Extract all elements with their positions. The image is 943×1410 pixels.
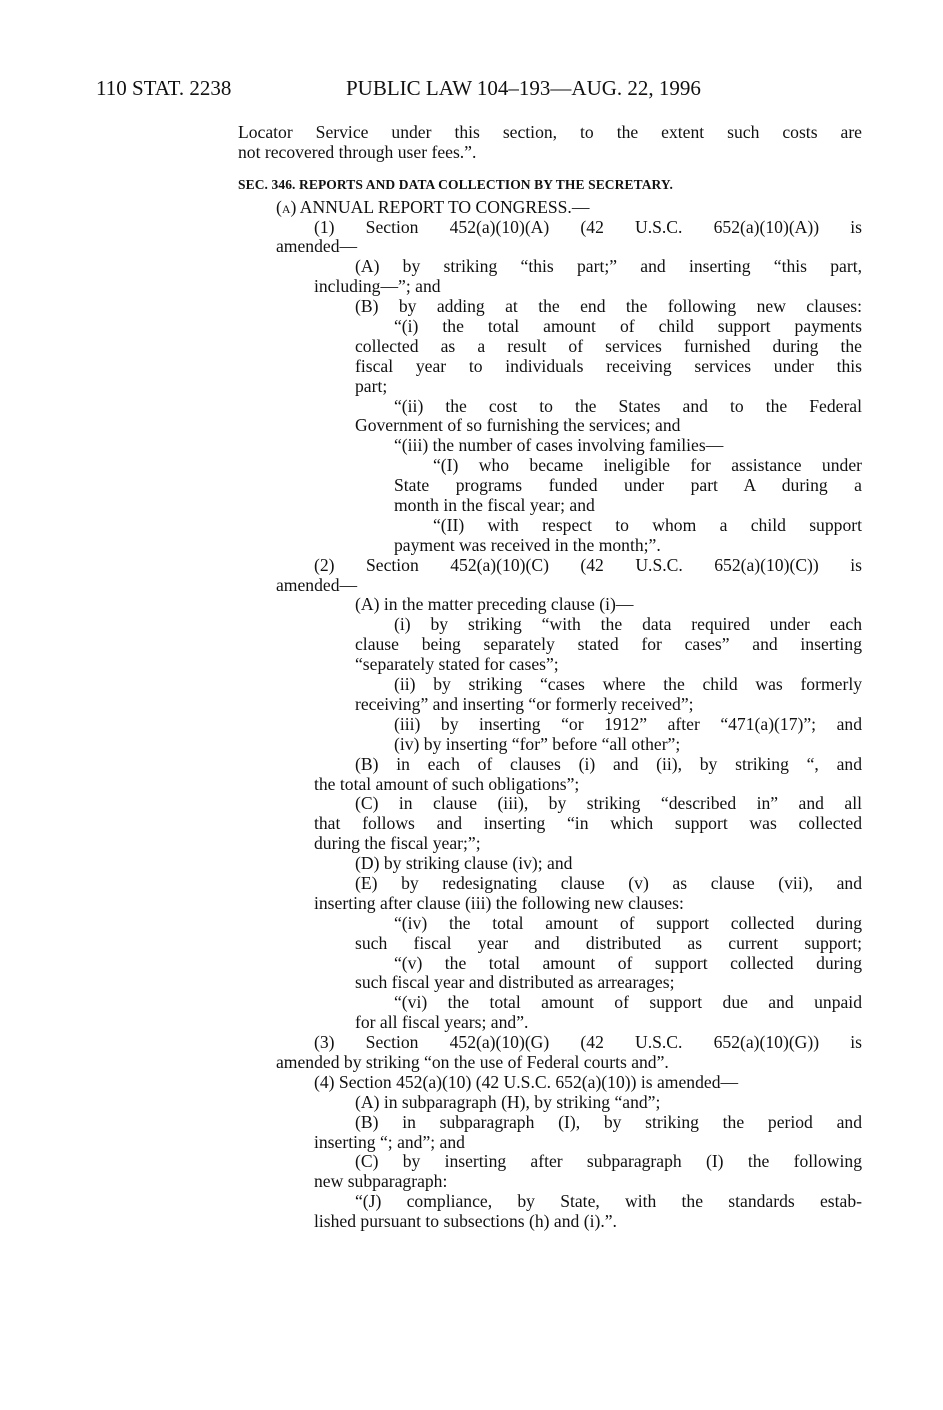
text-line: that follows and inserting “in which support was collected bbox=[314, 813, 862, 834]
text-line: (B) in each of clauses (i) and (ii), by striking “, and bbox=[355, 753, 862, 774]
text-line: month in the fiscal year; and bbox=[394, 495, 595, 516]
text-line: (4) Section 452(a)(10) (42 U.S.C. 652(a)(10)) is amended— bbox=[314, 1071, 739, 1092]
text-line: (A) in subparagraph (H), by striking “and”; bbox=[355, 1091, 661, 1112]
text-line: “(vi) the total amount of support due and unpaid bbox=[394, 992, 862, 1013]
text-line: “(i) the total amount of child support payments bbox=[394, 316, 862, 337]
text-line: “(ii) the cost to the States and to the Federal bbox=[394, 395, 862, 416]
text-line: for all fiscal years; and”. bbox=[355, 1012, 529, 1033]
text-line: the total amount of such obligations”; bbox=[314, 773, 580, 794]
text-line: “separately stated for cases”; bbox=[355, 654, 559, 675]
text-line: “(iv) the total amount of support collected during bbox=[394, 912, 862, 933]
running-head-title: PUBLIC LAW 104–193—AUG. 22, 1996 bbox=[346, 76, 701, 100]
text-line: such fiscal year and distributed as arrearages; bbox=[355, 972, 675, 993]
text-line: not recovered through user fees.”. bbox=[238, 141, 477, 162]
text-line: part; bbox=[355, 375, 388, 396]
text-line: amended— bbox=[276, 574, 358, 595]
text-line: Locator Service under this section, to the extent such costs are bbox=[238, 122, 862, 142]
text-line: payment was received in the month;”. bbox=[394, 534, 661, 555]
text-line: (iv) by inserting “for” before “all other”; bbox=[394, 733, 681, 754]
text-line: lished pursuant to subsections (h) and (i).”. bbox=[314, 1211, 617, 1232]
text-line: collected as a result of services furnished during the bbox=[355, 335, 862, 356]
text-line: during the fiscal year;”; bbox=[314, 833, 481, 854]
text-line: “(v) the total amount of support collected during bbox=[394, 952, 862, 973]
text-line: (1) Section 452(a)(10)(A) (42 U.S.C. 652(a)(10)(A)) is bbox=[314, 216, 862, 237]
text-line: (E) by redesignating clause (v) as clause (vii), and bbox=[355, 872, 862, 893]
text-line: “(iii) the number of cases involving families— bbox=[394, 435, 724, 456]
statute-page-number: 110 STAT. 2238 bbox=[96, 76, 232, 100]
text-line: such fiscal year and distributed as current support; bbox=[355, 932, 862, 953]
text-line: Government of so furnishing the services; and bbox=[355, 415, 681, 436]
text-line: (B) by adding at the end the following new clauses: bbox=[355, 296, 862, 317]
text-line: (3) Section 452(a)(10)(G) (42 U.S.C. 652(a)(10)(G)) is bbox=[314, 1032, 862, 1053]
text-line: inserting “; and”; and bbox=[314, 1131, 465, 1152]
section-heading: SEC. 346. REPORTS AND DATA COLLECTION BY THE SECRETARY. bbox=[238, 176, 674, 192]
text-line: (A) by striking “this part;” and inserting “this part, bbox=[355, 256, 862, 277]
text-line: (i) by striking “with the data required under each bbox=[394, 614, 862, 635]
text-line: receiving” and inserting “or formerly received”; bbox=[355, 693, 694, 714]
subsection-heading: (a) ANNUAL REPORT TO CONGRESS.— bbox=[276, 196, 590, 217]
text-line: “(J) compliance, by State, with the standards estab- bbox=[355, 1191, 862, 1212]
text-line: amended— bbox=[276, 236, 358, 257]
text-line: new subparagraph: bbox=[314, 1171, 448, 1192]
text-line: amended by striking “on the use of Federal courts and”. bbox=[276, 1051, 669, 1072]
text-line: (B) in subparagraph (I), by striking the period and bbox=[355, 1111, 862, 1132]
text-line: “(II) with respect to whom a child support bbox=[433, 514, 862, 535]
text-line: “(I) who became ineligible for assistance under bbox=[433, 455, 862, 476]
text-line: (C) by inserting after subparagraph (I) the following bbox=[355, 1151, 862, 1172]
text-line: State programs funded under part A during a bbox=[394, 475, 862, 496]
text-line: including—”; and bbox=[314, 276, 441, 297]
text-line: (C) in clause (iii), by striking “described in” and all bbox=[355, 793, 862, 814]
text-line: (iii) by inserting “or 1912” after “471(a)(17)”; and bbox=[394, 713, 862, 734]
text-line: (A) in the matter preceding clause (i)— bbox=[355, 594, 634, 615]
document-body bbox=[0, 123, 943, 1232]
text-line: (ii) by striking “cases where the child was formerly bbox=[394, 674, 862, 695]
text-line: fiscal year to individuals receiving services under this bbox=[355, 355, 862, 376]
text-line: (D) by striking clause (iv); and bbox=[355, 853, 573, 874]
text-line: (2) Section 452(a)(10)(C) (42 U.S.C. 652(a)(10)(C)) is bbox=[314, 554, 862, 575]
text-line: inserting after clause (iii) the following new clauses: bbox=[314, 892, 684, 913]
text-line: clause being separately stated for cases” and inserting bbox=[355, 634, 862, 655]
